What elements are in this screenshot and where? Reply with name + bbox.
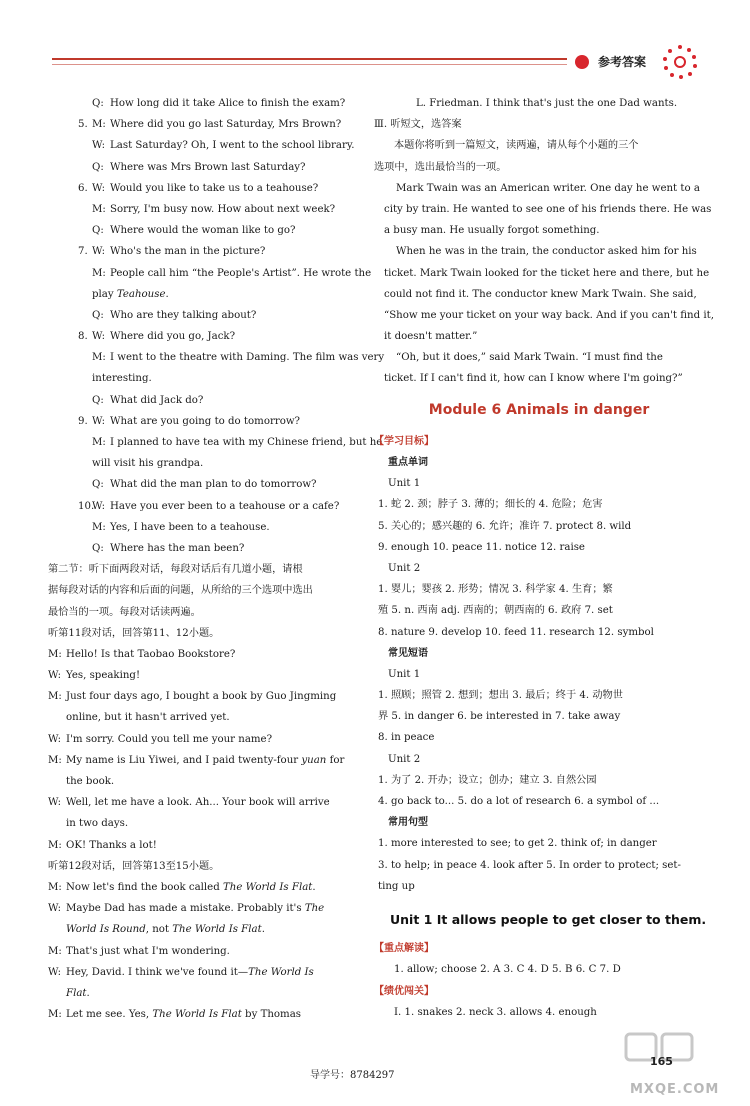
dialog-line: M: Just four days ago, I bought a book by Guo Jingming bbox=[48, 691, 337, 703]
text-line: L. Friedman. I think that's just the one Dad wants. bbox=[416, 98, 678, 109]
advance-tag: 【绩优闯关】 bbox=[374, 985, 434, 997]
text-line: When he was in the train, the conductor asked him for his bbox=[396, 246, 697, 258]
section-heading: 第二节：听下面两段对话，每段对话后有几道小题，请根 bbox=[48, 564, 303, 576]
text-line: 1. 蛇 2. 颈；脖子 3. 薄的；细长的 4. 危险；危害 bbox=[378, 499, 603, 511]
left-column bbox=[48, 93, 385, 1025]
text-line: 选项中，选出最恰当的一项。 bbox=[374, 161, 507, 173]
dialog-line: W: I'm sorry. Could you tell me your name? bbox=[48, 733, 273, 745]
text-line: 9. enough 10. peace 11. notice 12. raise bbox=[378, 541, 585, 553]
dialog-line: 6. W: Would you like to take us to a teahouse? bbox=[78, 182, 319, 194]
dialog-line: 9. W: What are you going to do tomorrow? bbox=[78, 415, 301, 427]
dialog-line: Q: What did Jack do? bbox=[92, 394, 204, 406]
dialog-line: M: People call him “the People's Artist”. He wrote the bbox=[92, 267, 372, 279]
text-line: 3. to help; in peace 4. look after 5. In order to protect; set- bbox=[378, 859, 681, 871]
text-line: a busy man. He usually forgot something. bbox=[384, 225, 600, 237]
dialog-line: M: Hello! Is that Taobao Bookstore? bbox=[48, 648, 236, 660]
guide-number: 导学号：8784297 bbox=[310, 1070, 395, 1081]
header-dot-icon bbox=[575, 55, 589, 69]
dialog-line: Q: What did the man plan to do tomorrow? bbox=[92, 479, 317, 491]
passage-paragraph bbox=[374, 347, 704, 389]
text-line: 最恰当的一项。每段对话读两遍。 bbox=[48, 606, 201, 618]
dialog-line: M: Let me see. Yes, The World Is Flat by Thomas bbox=[48, 1009, 302, 1021]
text-line: World Is Round, not The World Is Flat. bbox=[66, 924, 265, 936]
dialog-line: M: OK! Thanks a lot! bbox=[48, 839, 157, 851]
dialog-line: W: Maybe Dad has made a mistake. Probably it's The bbox=[48, 903, 325, 915]
passage-paragraph bbox=[374, 178, 712, 242]
header-title: 参考答案 bbox=[598, 55, 647, 69]
text-line: 据每段对话的内容和后面的问题，从所给的三个选项中选出 bbox=[48, 585, 313, 597]
dialog-line: Q: Who are they talking about? bbox=[92, 309, 257, 321]
text-line: Ⅰ. 1. snakes 2. neck 3. allows 4. enough bbox=[394, 1006, 597, 1018]
text-line: ting up bbox=[378, 880, 415, 892]
dialog-line: W: Hey, David. I think we've found it—The World Is bbox=[48, 966, 314, 978]
goals-tag: 【学习目标】 bbox=[374, 435, 434, 447]
text-line: 殖 5. n. 西南 adj. 西南的；朝西南的 6. 政府 7. set bbox=[378, 605, 613, 617]
right-column bbox=[374, 93, 714, 1023]
watermark-text: MXQE.COM bbox=[630, 1082, 720, 1097]
page-number: 165 bbox=[650, 1055, 673, 1068]
unit-label: Unit 2 bbox=[388, 562, 421, 574]
text-line: “Show me your ticket on your way back. And if you can't find it, bbox=[384, 309, 714, 321]
text-line: Mark Twain was an American writer. One day he went to a bbox=[396, 182, 700, 194]
text-line: 1. 照顾；照管 2. 想到；想出 3. 最后；终于 4. 动物世 bbox=[378, 690, 623, 702]
unit-label: Unit 2 bbox=[388, 753, 421, 765]
dialog-line: W: Yes, speaking! bbox=[48, 670, 141, 682]
dialog-line: Q: Where has the man been? bbox=[92, 542, 245, 554]
dialog-line: 5. M: Where did you go last Saturday, Mrs Brown? bbox=[78, 119, 342, 131]
text-line: 本题你将听到一篇短文，读两遍，请从每个小题的三个 bbox=[394, 140, 639, 152]
dialog-line: M: That's just what I'm wondering. bbox=[48, 945, 230, 957]
dialog-line: 8. W: Where did you go, Jack? bbox=[78, 331, 236, 343]
dialog-line: M: My name is Liu Yiwei, and I paid twenty-four yuan for bbox=[48, 754, 345, 766]
dialog-line: in two days. bbox=[66, 818, 129, 830]
text-line: 1. allow; choose 2. A 3. C 4. D 5. B 6. C 7. D bbox=[394, 964, 621, 976]
text-line: 5. 关心的；感兴趣的 6. 允许；准许 7. protect 8. wild bbox=[378, 520, 632, 532]
text-line: 1. 婴儿；婴孩 2. 形势；情况 3. 科学家 4. 生育；繁 bbox=[378, 584, 613, 596]
analysis-tag: 【重点解读】 bbox=[374, 943, 434, 955]
text-line: 8. nature 9. develop 10. feed 11. research 12. symbol bbox=[378, 626, 654, 638]
dialog-line: Q: Where would the woman like to go? bbox=[92, 225, 296, 237]
phrases-title: 常见短语 bbox=[388, 647, 428, 659]
ornament-icon bbox=[662, 44, 698, 80]
dialog-line: W: Well, let me have a look. Ah... Your book will arrive bbox=[48, 797, 330, 809]
text-line: 4. go back to... 5. do a lot of research 6. a symbol of ... bbox=[378, 796, 660, 808]
text-line: 界 5. in danger 6. be interested in 7. take away bbox=[378, 711, 621, 723]
text-line: will visit his grandpa. bbox=[92, 458, 204, 470]
dialog-line: Q: Where was Mrs Brown last Saturday? bbox=[92, 161, 306, 173]
text-line: ticket. If I can't find it, how can I know where I'm going?” bbox=[384, 373, 683, 385]
text-line: 8. in peace bbox=[378, 732, 435, 744]
sentences-title: 常用句型 bbox=[388, 817, 428, 829]
dialog-line: 7. W: Who's the man in the picture? bbox=[78, 246, 266, 258]
header-rule bbox=[52, 58, 567, 60]
dialog-intro: 听第12段对话，回答第13至15小题。 bbox=[48, 860, 220, 872]
dialog-line: M: Yes, I have been to a teahouse. bbox=[92, 521, 270, 533]
dialog-line: M: I went to the theatre with Daming. The film was very bbox=[92, 352, 385, 364]
unit-label: Unit 1 bbox=[388, 478, 421, 490]
dialog-line: M: I planned to have tea with my Chinese friend, but he bbox=[92, 437, 383, 448]
dialog-line: W: Last Saturday? Oh, I went to the school library. bbox=[92, 140, 355, 152]
text-line: 1. 为了 2. 开办；设立；创办；建立 3. 自然公园 bbox=[378, 774, 597, 786]
header-rule-thin bbox=[52, 64, 567, 65]
passage-paragraph bbox=[374, 241, 714, 347]
dialog-line: online, but it hasn't arrived yet. bbox=[66, 712, 230, 724]
text-line: it doesn't matter.” bbox=[384, 331, 478, 343]
text-line: could not find it. The conductor knew Mark Twain. She said, bbox=[384, 288, 697, 300]
text-line: 1. more interested to see; to get 2. think of; in danger bbox=[378, 838, 657, 850]
part-title: Ⅲ. 听短文，选答案 bbox=[374, 119, 462, 131]
module-title: Module 6 Animals in danger bbox=[428, 401, 650, 418]
text-line: ticket. Mark Twain looked for the ticket here and there, but he bbox=[384, 267, 710, 279]
unit-title: Unit 1 It allows people to get closer to them. bbox=[390, 911, 707, 927]
text-line: “Oh, but it does,” said Mark Twain. “I must find the bbox=[396, 352, 663, 364]
dialog-line: M: Now let's find the book called The World Is Flat. bbox=[48, 881, 316, 893]
dialog-intro: 听第11段对话，回答第11、12小题。 bbox=[48, 627, 220, 639]
dialog-line: 10.W: Have you ever been to a teahouse or a cafe? bbox=[78, 500, 340, 512]
unit-label: Unit 1 bbox=[388, 668, 421, 680]
text-line: Flat. bbox=[66, 987, 90, 999]
dialog-line: M: Sorry, I'm busy now. How about next week? bbox=[92, 203, 336, 215]
words-title: 重点单词 bbox=[388, 457, 428, 469]
text-line: city by train. He wanted to see one of his friends there. He was bbox=[384, 203, 712, 215]
dialog-line: Q: How long did it take Alice to finish the exam? bbox=[92, 98, 346, 109]
text-line: play Teahouse. bbox=[92, 288, 169, 300]
text-line: interesting. bbox=[92, 373, 152, 385]
text-line: the book. bbox=[66, 776, 115, 787]
